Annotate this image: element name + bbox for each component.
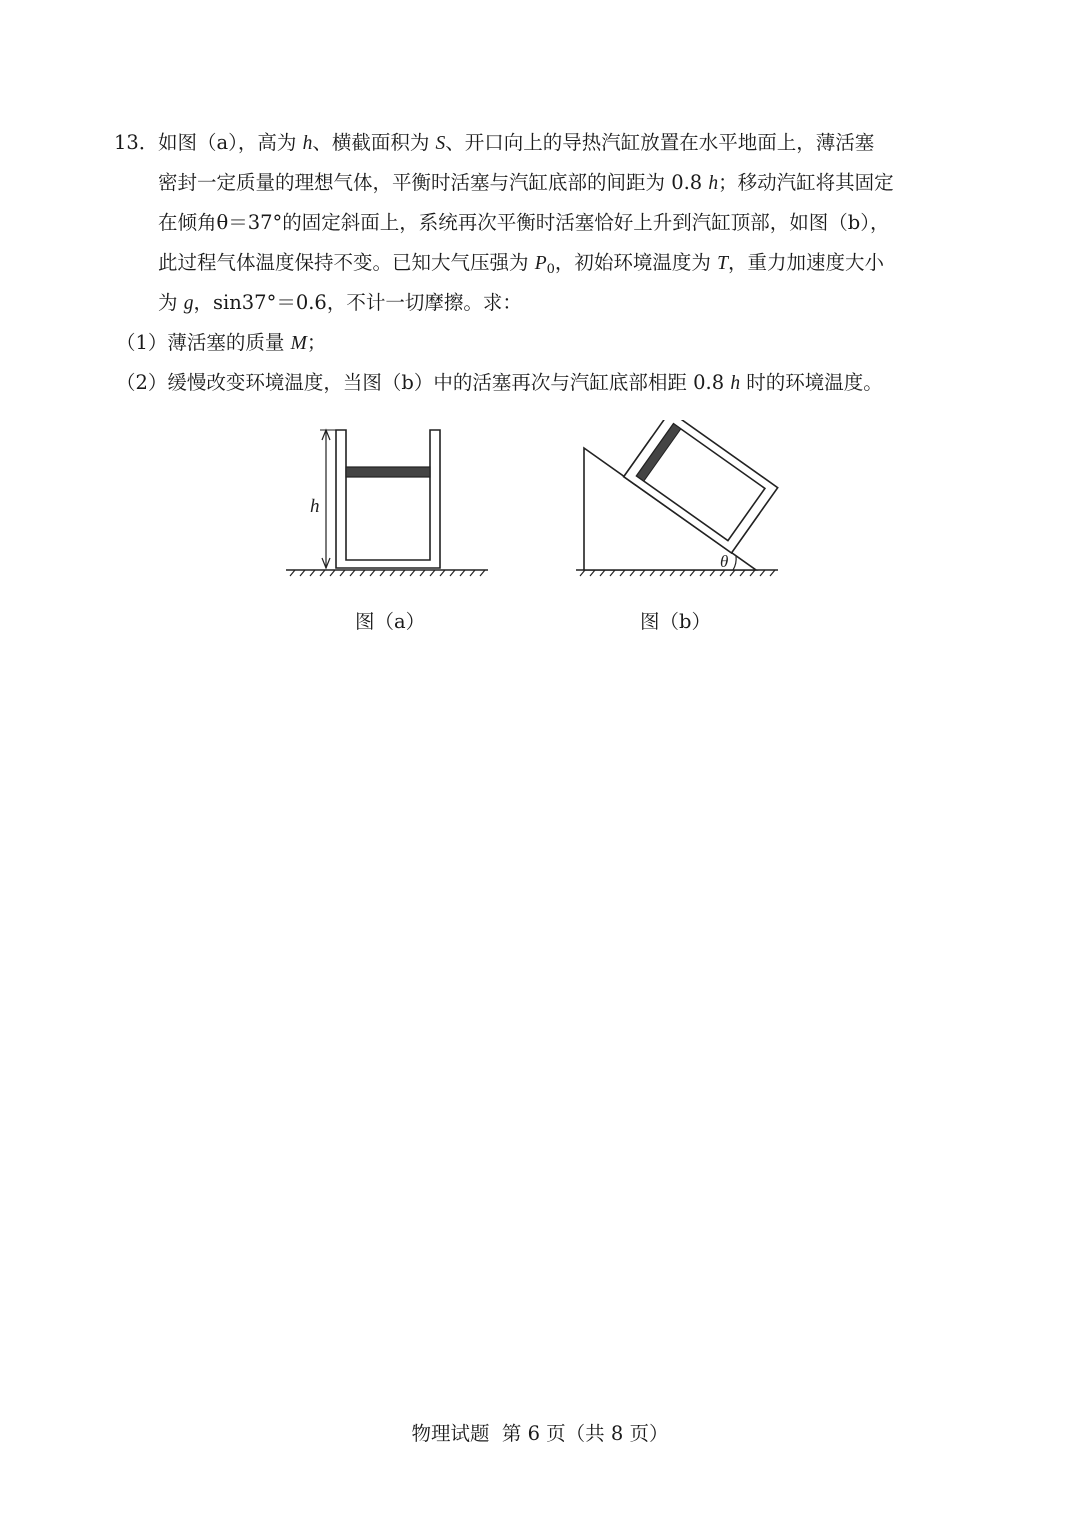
var-S: S [435,133,446,154]
caption-figure-b: 图（b） [640,610,711,633]
problem-line-4: 此过程气体温度保持不变。已知大气压强为 $P_0$，初始环境温度为 T，重力加速度大小 [158,251,884,277]
figure-b-diagram [570,420,790,590]
problem-line-5: 为 g，sin37°＝0.6，不计一切摩擦。求： [158,291,522,314]
caption-figure-a: 图（a） [355,610,426,633]
ground-b [576,570,778,576]
sub-question-2: （2）缓慢改变环境温度，当图（b）中的活塞再次与汽缸底部相距 0.8 h 时的环境温度。 [116,371,883,394]
problem-line-3: 在倾角θ＝37°的固定斜面上，系统再次平衡时活塞恰好上升到汽缸顶部，如图（b）， [158,211,890,234]
piston-a [346,467,430,477]
label-theta: θ [720,552,729,571]
page-footer: 物理试题 第 6 页（共 8 页） [411,1422,669,1445]
var-h: h [730,373,741,394]
height-marker [320,430,336,568]
figure-a-diagram [280,420,500,590]
var-h: h [708,173,719,194]
var-g: g [183,293,194,314]
var-h: h [302,133,313,154]
sub-question-1: （1）薄活塞的质量 M； [116,331,327,354]
question-number: 13． [114,131,159,154]
var-P: P [534,253,547,274]
label-h: h [310,496,320,517]
problem-line-2: 密封一定质量的理想气体，平衡时活塞与汽缸底部的间距为 0.8 h；移动汽缸将其固定 [158,171,894,194]
cylinder-a [336,430,440,568]
var-P-subscript: 0 [546,262,555,277]
var-T: T [717,253,728,274]
problem-line-1: 13．如图（a），高为 h、横截面积为 S、开口向上的导热汽缸放置在水平地面上，薄活塞 [114,128,874,158]
ground-a [286,570,488,576]
var-M: M [290,333,307,354]
